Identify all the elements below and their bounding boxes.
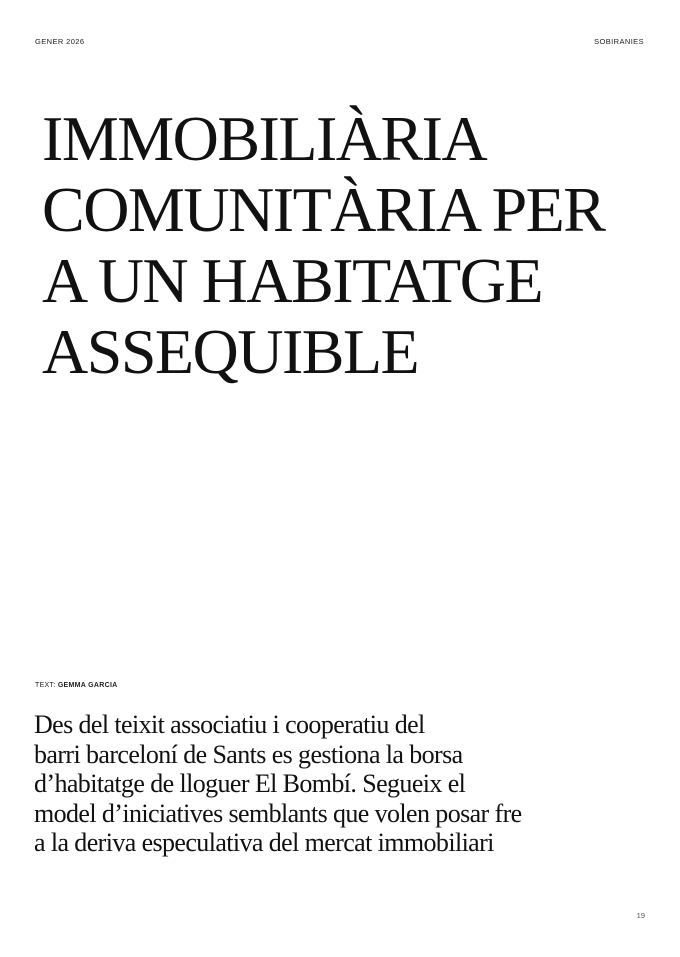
lead-line: a la deriva especulativa del mercat immobiliari (34, 828, 494, 857)
byline-label: TEXT: (35, 682, 56, 689)
lead-line: d’habitatge de lloguer El Bombí. Segueix el (34, 769, 466, 798)
section-name: SOBIRANIES (594, 37, 644, 46)
issue-date: GENER 2026 (35, 37, 85, 46)
article-title (42, 103, 662, 387)
title-line: ASSEQUIBLE (42, 316, 419, 387)
lead-line: barri barceloní de Sants es gestiona la borsa (34, 739, 463, 769)
byline (35, 682, 118, 689)
byline-author: GEMMA GARCIA (57, 682, 118, 689)
lead-line: model d’iniciatives semblants que volen posar fre (34, 798, 522, 828)
page-number: 19 (636, 911, 645, 920)
title-line: A UN HABITATGE (42, 245, 543, 316)
lead-line: Des del teixit associatiu i cooperatiu del (34, 710, 425, 739)
article-lead (34, 710, 594, 858)
title-line: COMUNITÀRIA PER (42, 174, 605, 245)
title-line: IMMOBILIÀRIA (42, 103, 487, 174)
